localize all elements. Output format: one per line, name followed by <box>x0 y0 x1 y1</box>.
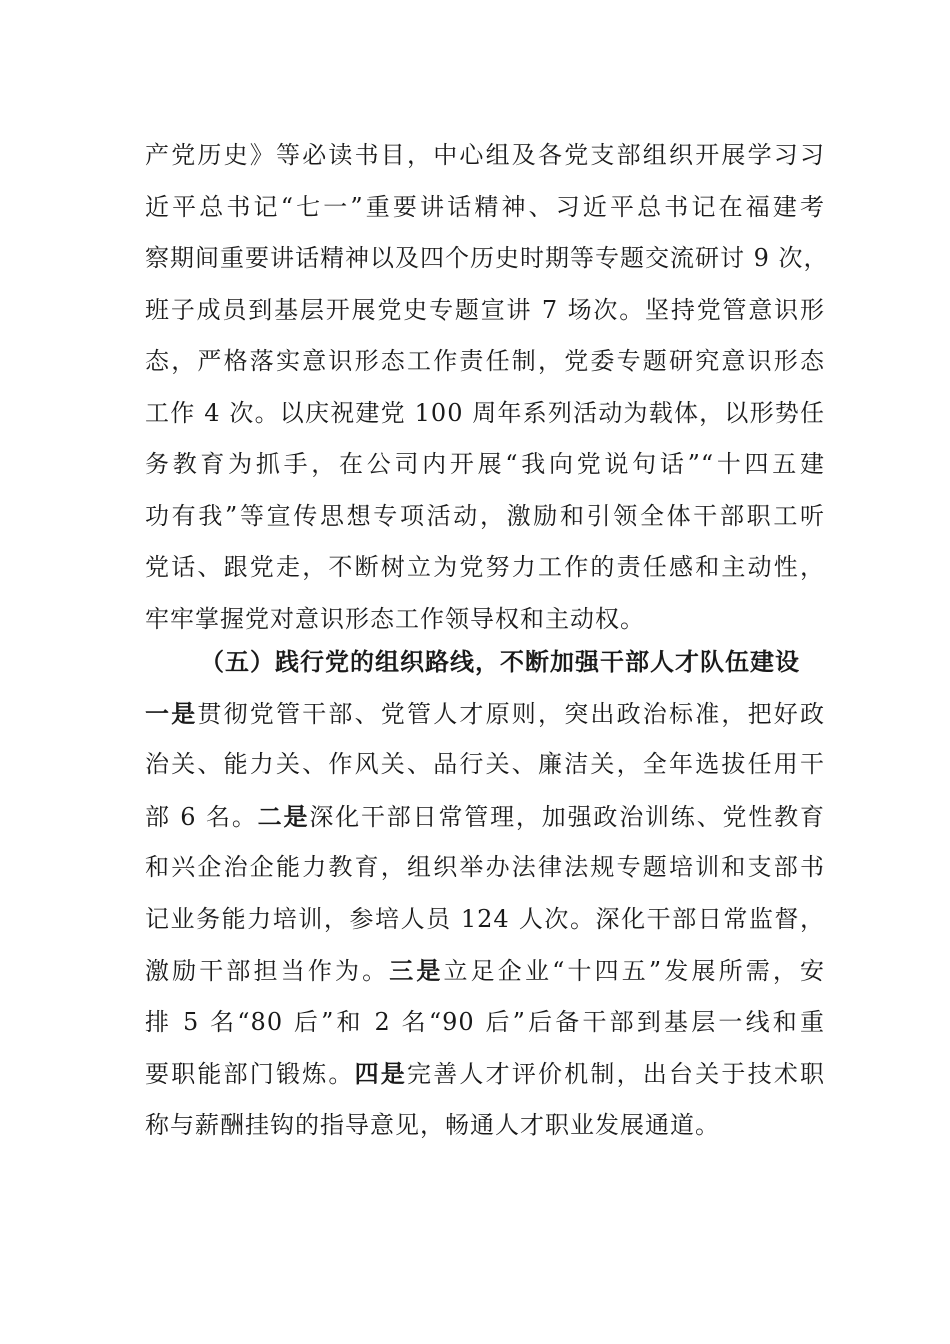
text-line: 党话、跟党走，不断树立为党努力工作的责任感和主动性， <box>145 553 825 581</box>
text-span: 立足企业“十四五”发展所需，安 <box>443 957 826 985</box>
text-span: 要职能部门锻炼。 <box>145 1060 355 1088</box>
paragraph-cadre-team-building <box>145 636 825 1151</box>
text-span: 深化干部日常管理，加强政治训练、党性教育 <box>309 802 825 831</box>
text-span: 完善人才评价机制，出台关于技术职 <box>407 1060 826 1088</box>
text-line: 记业务能力培训，参培人员 124 人次。深化干部日常监督， <box>145 904 825 933</box>
section-heading: （五）践行党的组织路线，不断加强干部人才队伍建设 <box>200 647 800 676</box>
text-line: 工作 4 次。以庆祝建党 100 周年系列活动为载体，以形势任 <box>145 398 825 427</box>
text-line: 和兴企治企能力教育，组织举办法律法规专题培训和支部书 <box>145 853 825 881</box>
text-line <box>145 945 825 997</box>
text-line: 治关、能力关、作风关、品行关、廉洁关，全年选拔任用干 <box>145 750 825 778</box>
text-line: 班子成员到基层开展党史专题宣讲 7 场次。坚持党管意识形 <box>145 295 825 324</box>
point-marker: 一是 <box>145 698 198 728</box>
text-line: 近平总书记“七一”重要讲话精神、习近平总书记在福建考 <box>145 192 825 221</box>
text-line: 产党历史》等必读书目，中心组及各党支部组织开展学习习 <box>145 141 825 169</box>
text-line: 察期间重要讲话精神以及四个历史时期等专题交流研讨 9 次， <box>145 244 829 272</box>
text-line: 排 5 名“80 后”和 2 名“90 后”后备干部到基层一线和重 <box>145 1007 825 1036</box>
text-line <box>145 791 825 843</box>
text-line: 务教育为抓手，在公司内开展“我向党说句话”“十四五建 <box>145 450 825 478</box>
text-line: 称与薪酬挂钩的指导意见，畅通人才职业发展通道。 <box>145 1110 720 1139</box>
point-marker: 二是 <box>257 801 310 831</box>
point-marker: 三是 <box>389 956 444 985</box>
text-line <box>145 688 825 740</box>
text-line: 功有我”等宣传思想专项活动，激励和引领全体干部职工听 <box>145 501 825 530</box>
text-span: 部 6 名。 <box>145 802 258 831</box>
point-marker: 四是 <box>354 1059 408 1088</box>
text-span: 贯彻党管干部、党管人才原则，突出政治标准，把好政 <box>197 699 826 728</box>
paragraph-party-history <box>145 130 829 645</box>
text-line <box>145 1048 825 1100</box>
text-line: 牢牢掌握党对意识形态工作领导权和主动权。 <box>145 604 645 633</box>
text-span: 激励干部担当作为。 <box>145 957 390 985</box>
text-line: 态，严格落实意识形态工作责任制，党委专题研究意识形态 <box>145 347 825 375</box>
